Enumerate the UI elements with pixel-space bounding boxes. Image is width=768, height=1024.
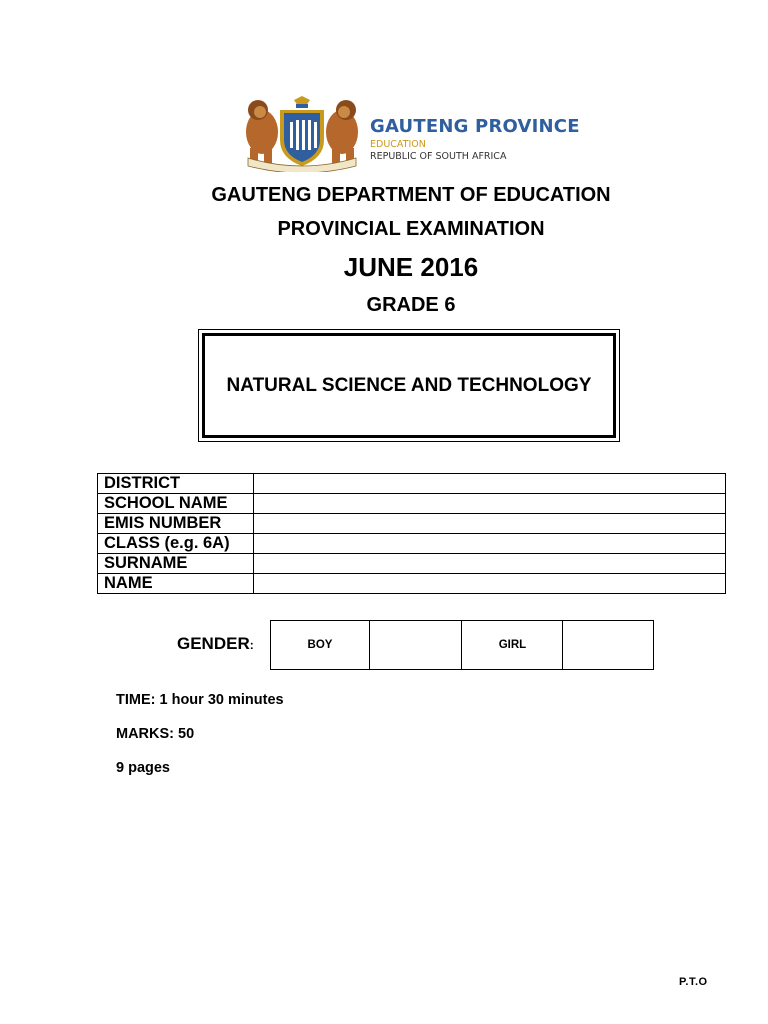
learner-details-table (97, 473, 726, 594)
name-field[interactable] (254, 574, 726, 594)
subject-box-inner (202, 333, 616, 438)
boy-checkbox-cell[interactable] (369, 621, 461, 670)
department-heading: GAUTENG DEPARTMENT OF EDUCATION (211, 184, 611, 206)
district-label: DISTRICT (98, 474, 254, 494)
name-label: NAME (98, 574, 254, 594)
district-field[interactable] (254, 474, 726, 494)
class-label: CLASS (e.g. 6A) (98, 534, 254, 554)
table-row (98, 534, 726, 554)
gender-table (270, 620, 654, 670)
class-field[interactable] (254, 534, 726, 554)
subject-title: NATURAL SCIENCE AND TECHNOLOGY (226, 374, 592, 396)
table-row (98, 574, 726, 594)
pto-note: P.T.O (679, 976, 708, 988)
logo-country: REPUBLIC OF SOUTH AFRICA (370, 151, 507, 162)
page-count: 9 pages (116, 760, 170, 776)
exam-date-heading: JUNE 2016 (343, 252, 479, 282)
girl-label: GIRL (462, 621, 563, 670)
table-row (98, 494, 726, 514)
gender-label (177, 634, 254, 654)
logo-title: GAUTENG PROVINCE (370, 116, 580, 137)
school-name-label: SCHOOL NAME (98, 494, 254, 514)
emis-number-label: EMIS NUMBER (98, 514, 254, 534)
exam-time: TIME: 1 hour 30 minutes (116, 692, 284, 708)
table-row (98, 474, 726, 494)
left-lion-icon (246, 100, 278, 164)
table-row (98, 514, 726, 534)
logo-wordmark (370, 116, 580, 162)
exam-marks: MARKS: 50 (116, 726, 195, 742)
table-row (98, 554, 726, 574)
school-name-field[interactable] (254, 494, 726, 514)
emis-number-field[interactable] (254, 514, 726, 534)
table-row (271, 621, 654, 670)
boy-label: BOY (271, 621, 370, 670)
right-lion-icon (326, 100, 358, 164)
grade-heading: GRADE 6 (366, 294, 456, 316)
exam-heading: PROVINCIAL EXAMINATION (277, 218, 545, 240)
girl-checkbox-cell[interactable] (563, 621, 654, 670)
logo-subtitle: EDUCATION (370, 139, 426, 150)
gender-label-text: GENDER (177, 634, 250, 653)
shield-icon (280, 110, 324, 166)
gender-label-colon: : (249, 638, 254, 652)
subject-box (198, 329, 620, 442)
crest-icon (294, 96, 310, 108)
surname-label: SURNAME (98, 554, 254, 574)
surname-field[interactable] (254, 554, 726, 574)
